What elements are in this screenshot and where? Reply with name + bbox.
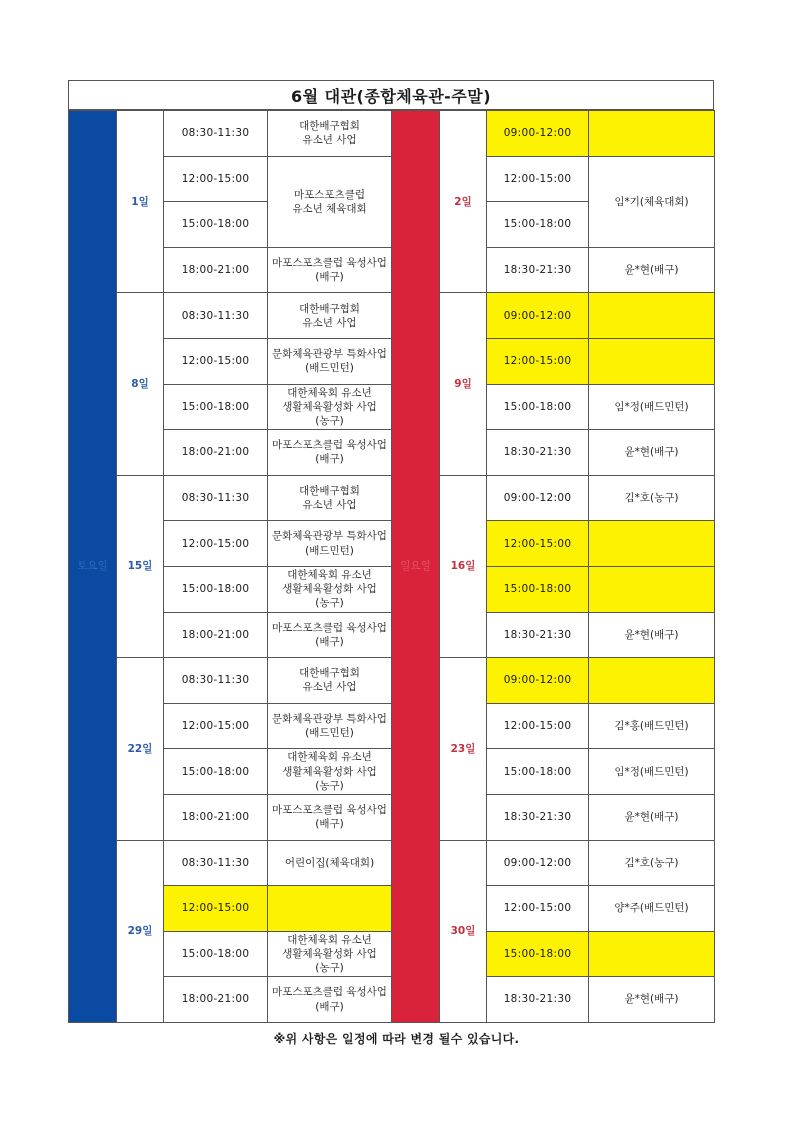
- time-slot: 12:00-15:00: [487, 338, 589, 384]
- program-cell: 마포스포츠클럽 육성사업 (배구): [268, 977, 392, 1023]
- saturday-date: 15일: [117, 475, 164, 657]
- sunday-band: 일요일: [392, 111, 440, 1023]
- renter-cell: [589, 931, 715, 977]
- program-cell: 마포스포츠클럽 육성사업 (배구): [268, 247, 392, 293]
- program-cell: 마포스포츠클럽 유소년 체육대회: [268, 156, 392, 247]
- time-slot: 12:00-15:00: [487, 886, 589, 932]
- time-slot: 12:00-15:00: [164, 521, 268, 567]
- renter-cell: 임*정(배드민턴): [589, 384, 715, 430]
- time-slot: 15:00-18:00: [487, 749, 589, 795]
- time-slot: 12:00-15:00: [487, 156, 589, 202]
- time-slot: 09:00-12:00: [487, 293, 589, 339]
- time-slot: 09:00-12:00: [487, 111, 589, 157]
- time-slot: 15:00-18:00: [487, 931, 589, 977]
- saturday-date: 1일: [117, 111, 164, 293]
- sunday-date: 16일: [440, 475, 487, 657]
- time-slot: 15:00-18:00: [164, 384, 268, 430]
- time-slot: 18:30-21:30: [487, 977, 589, 1023]
- page-title: 6월 대관(종합체육관-주말): [68, 80, 714, 110]
- time-slot: 18:00-21:00: [164, 612, 268, 658]
- sunday-date: 23일: [440, 658, 487, 840]
- time-slot: 18:00-21:00: [164, 430, 268, 476]
- time-slot: 12:00-15:00: [164, 156, 268, 202]
- renter-cell: 윤*현(배구): [589, 977, 715, 1023]
- renter-cell: [589, 658, 715, 704]
- time-slot: 15:00-18:00: [487, 202, 589, 248]
- time-slot: 08:30-11:30: [164, 475, 268, 521]
- renter-cell: [589, 111, 715, 157]
- time-slot: 12:00-15:00: [487, 703, 589, 749]
- time-slot: 09:00-12:00: [487, 475, 589, 521]
- program-cell: 문화체육관광부 특화사업 (배드민턴): [268, 338, 392, 384]
- sunday-date: 2일: [440, 111, 487, 293]
- footnote: ※위 사항은 일정에 따라 변경 될수 있습니다.: [273, 1032, 520, 1046]
- time-slot: 08:30-11:30: [164, 111, 268, 157]
- time-slot: 12:00-15:00: [164, 338, 268, 384]
- schedule-document: [68, 80, 714, 1023]
- schedule-table: [68, 110, 715, 1023]
- program-cell: 마포스포츠클럽 육성사업 (배구): [268, 794, 392, 840]
- time-slot: 18:30-21:30: [487, 612, 589, 658]
- time-slot: 15:00-18:00: [487, 566, 589, 612]
- time-slot: 15:00-18:00: [487, 384, 589, 430]
- sunday-date: 9일: [440, 293, 487, 475]
- time-slot: 08:30-11:30: [164, 840, 268, 886]
- program-cell: 대한배구협회 유소년 사업: [268, 293, 392, 339]
- time-slot: 09:00-12:00: [487, 840, 589, 886]
- time-slot: 08:30-11:30: [164, 293, 268, 339]
- renter-cell: 윤*현(배구): [589, 247, 715, 293]
- time-slot: 18:30-21:30: [487, 794, 589, 840]
- program-cell: 대한체육회 유소년 생활체육활성화 사업 (농구): [268, 566, 392, 612]
- time-slot: 15:00-18:00: [164, 749, 268, 795]
- renter-cell: 임*기(체육대회): [589, 156, 715, 247]
- renter-cell: [589, 521, 715, 567]
- program-cell: 마포스포츠클럽 육성사업 (배구): [268, 612, 392, 658]
- program-cell: 대한배구협회 유소년 사업: [268, 658, 392, 704]
- program-cell: 문화체육관광부 특화사업 (배드민턴): [268, 521, 392, 567]
- time-slot: 15:00-18:00: [164, 931, 268, 977]
- program-cell: 대한배구협회 유소년 사업: [268, 475, 392, 521]
- renter-cell: 임*정(배드민턴): [589, 749, 715, 795]
- time-slot: 09:00-12:00: [487, 658, 589, 704]
- saturday-band: 토요일: [69, 111, 117, 1023]
- renter-cell: 윤*현(배구): [589, 794, 715, 840]
- saturday-date: 22일: [117, 658, 164, 840]
- time-slot: 18:30-21:30: [487, 430, 589, 476]
- renter-cell: 양*주(배드민턴): [589, 886, 715, 932]
- time-slot: 15:00-18:00: [164, 202, 268, 248]
- renter-cell: 김*홍(배드민턴): [589, 703, 715, 749]
- sunday-date: 30일: [440, 840, 487, 1022]
- renter-cell: [589, 566, 715, 612]
- time-slot: 12:00-15:00: [164, 886, 268, 932]
- renter-cell: 윤*현(배구): [589, 430, 715, 476]
- renter-cell: 윤*현(배구): [589, 612, 715, 658]
- renter-cell: 김*호(농구): [589, 475, 715, 521]
- program-cell: 어린이집(체육대회): [268, 840, 392, 886]
- program-cell: 대한체육회 유소년 생활체육활성화 사업 (농구): [268, 931, 392, 977]
- time-slot: 18:00-21:00: [164, 977, 268, 1023]
- renter-cell: 김*호(농구): [589, 840, 715, 886]
- renter-cell: [589, 293, 715, 339]
- program-cell: [268, 886, 392, 932]
- program-cell: 문화체육관광부 특화사업 (배드민턴): [268, 703, 392, 749]
- renter-cell: [589, 338, 715, 384]
- program-cell: 대한체육회 유소년 생활체육활성화 사업 (농구): [268, 749, 392, 795]
- time-slot: 18:00-21:00: [164, 794, 268, 840]
- saturday-date: 8일: [117, 293, 164, 475]
- program-cell: 대한배구협회 유소년 사업: [268, 111, 392, 157]
- time-slot: 12:00-15:00: [487, 521, 589, 567]
- time-slot: 18:30-21:30: [487, 247, 589, 293]
- table-row: [69, 111, 715, 157]
- time-slot: 18:00-21:00: [164, 247, 268, 293]
- program-cell: 대한체육회 유소년 생활체육활성화 사업 (농구): [268, 384, 392, 430]
- time-slot: 12:00-15:00: [164, 703, 268, 749]
- saturday-date: 29일: [117, 840, 164, 1022]
- program-cell: 마포스포츠클럽 육성사업 (배구): [268, 430, 392, 476]
- time-slot: 15:00-18:00: [164, 566, 268, 612]
- time-slot: 08:30-11:30: [164, 658, 268, 704]
